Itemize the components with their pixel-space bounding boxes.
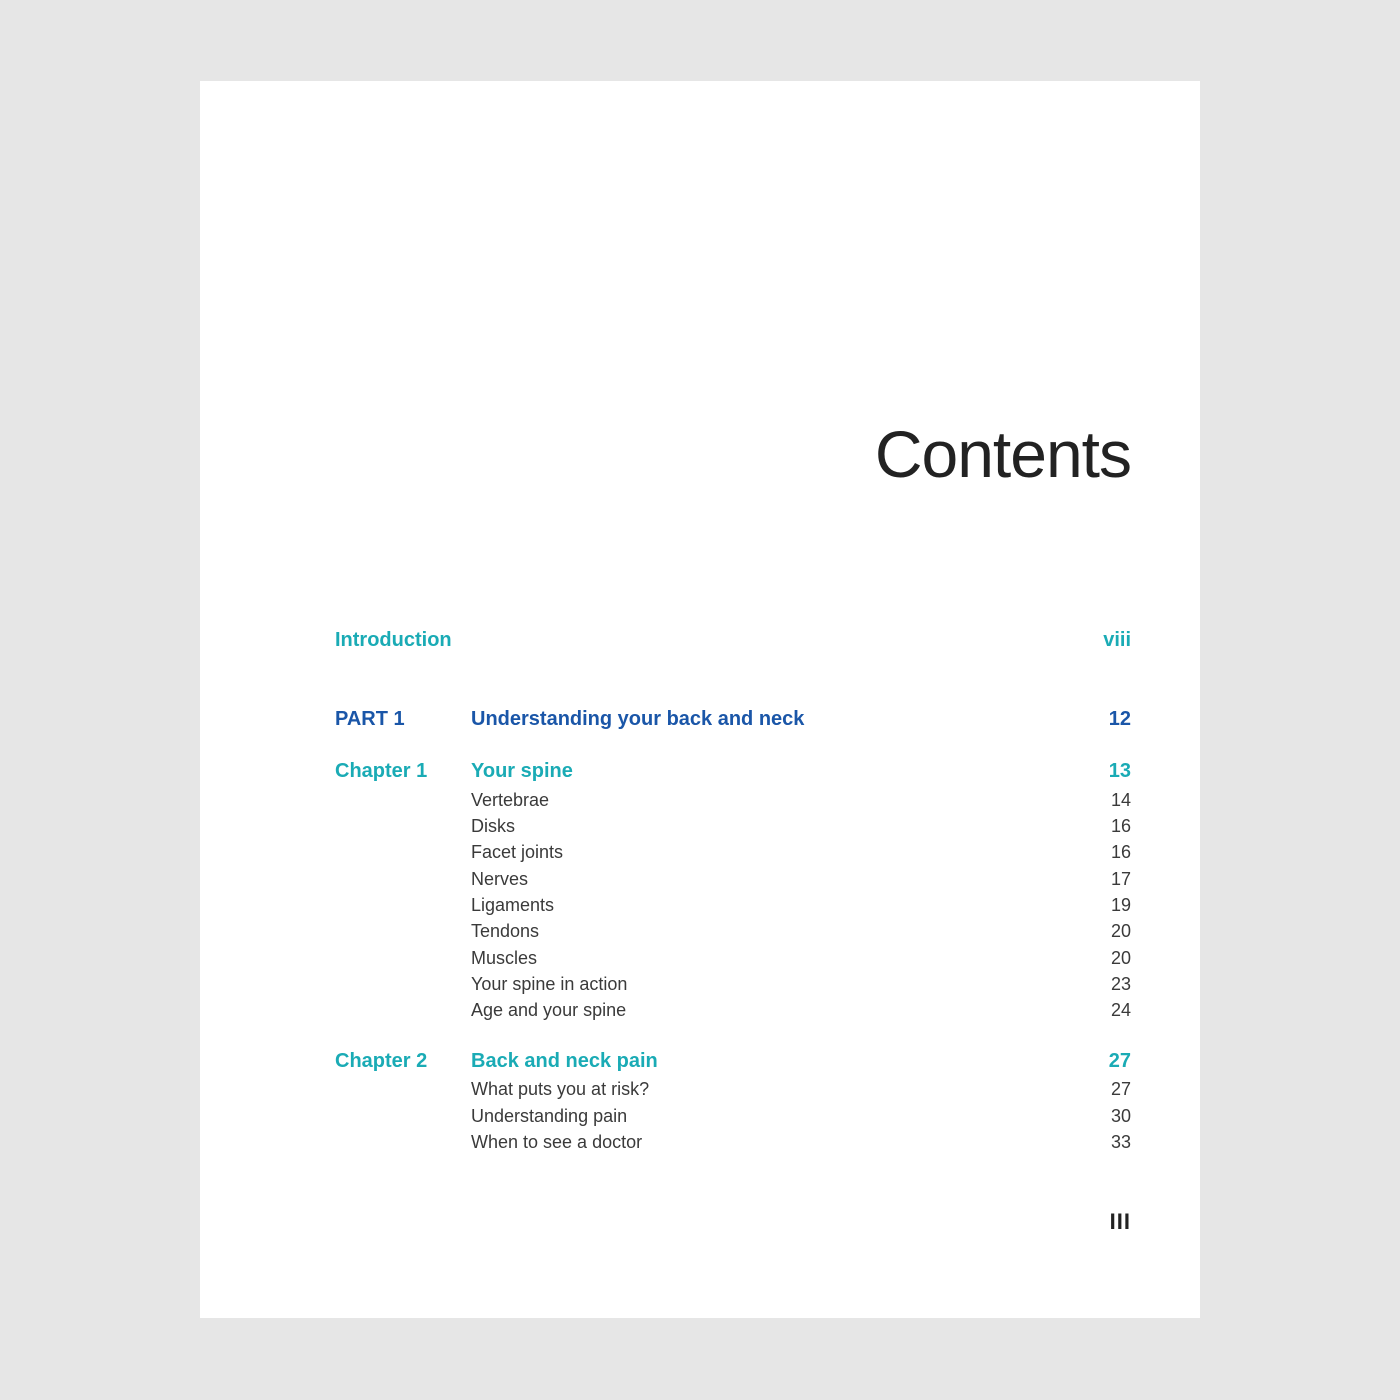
toc-entry-chapter-2[interactable] [335, 1050, 1131, 1073]
toc-section-title: Disks [471, 816, 515, 836]
toc-page-number: 19 [1110, 895, 1131, 915]
toc-title: Understanding your back and neck [471, 708, 805, 730]
toc-label: Chapter 1 [335, 760, 428, 782]
toc-section-title: When to see a doctor [471, 1132, 643, 1152]
toc-title: Back and neck pain [471, 1050, 658, 1072]
toc-section-title: Age and your spine [471, 1000, 627, 1020]
toc-section[interactable] [335, 1000, 1131, 1021]
toc-entry-part-1[interactable] [335, 708, 1131, 731]
toc-section[interactable] [335, 948, 1131, 969]
toc-section[interactable] [335, 1132, 1131, 1153]
toc-page-number: 13 [1108, 760, 1131, 782]
toc-page-number: viii [1103, 629, 1131, 651]
toc-section[interactable] [335, 1079, 1131, 1100]
toc-section-title: Facet joints [471, 842, 564, 862]
toc-page-number: 20 [1110, 921, 1131, 941]
toc-page-number: 16 [1110, 842, 1131, 862]
toc-page-number: 12 [1108, 708, 1131, 730]
toc-section-title: Understanding pain [471, 1106, 628, 1126]
toc-page-number: 27 [1110, 1079, 1131, 1099]
toc-section[interactable] [335, 921, 1131, 942]
toc-section-title: Your spine in action [471, 974, 628, 994]
toc-section[interactable] [335, 790, 1131, 811]
toc-page-number: 17 [1110, 869, 1131, 889]
toc-page-number: 30 [1110, 1106, 1131, 1126]
toc-section[interactable] [335, 842, 1131, 863]
toc-section-title: Muscles [471, 948, 538, 968]
toc-entry-introduction[interactable] [335, 629, 1131, 652]
toc-section[interactable] [335, 816, 1131, 837]
toc-page-number: 24 [1110, 1000, 1131, 1020]
toc-section[interactable] [335, 869, 1131, 890]
toc-label: Introduction [335, 629, 452, 651]
toc-page-number: 27 [1108, 1050, 1131, 1072]
toc-section-title: Ligaments [471, 895, 555, 915]
toc-section[interactable] [335, 895, 1131, 916]
page-title: Contents [874, 417, 1131, 491]
toc-section[interactable] [335, 1106, 1131, 1127]
toc-label: PART 1 [335, 708, 405, 730]
toc-page-number: 14 [1110, 790, 1131, 810]
toc-page-number: 23 [1110, 974, 1131, 994]
toc-entry-chapter-1[interactable] [335, 760, 1131, 783]
toc-section-title: Nerves [471, 869, 529, 889]
toc-section[interactable] [335, 974, 1131, 995]
book-page [200, 81, 1200, 1318]
toc-section-title: What puts you at risk? [471, 1079, 650, 1099]
toc-page-number: 33 [1110, 1132, 1131, 1152]
toc-section-title: Tendons [471, 921, 540, 941]
page-number-folio: III [1109, 1209, 1131, 1234]
toc-title: Your spine [471, 760, 573, 782]
toc-page-number: 16 [1110, 816, 1131, 836]
toc-section-title: Vertebrae [471, 790, 550, 810]
toc-page-number: 20 [1110, 948, 1131, 968]
toc-label: Chapter 2 [335, 1050, 428, 1072]
table-of-contents [335, 81, 1131, 1318]
